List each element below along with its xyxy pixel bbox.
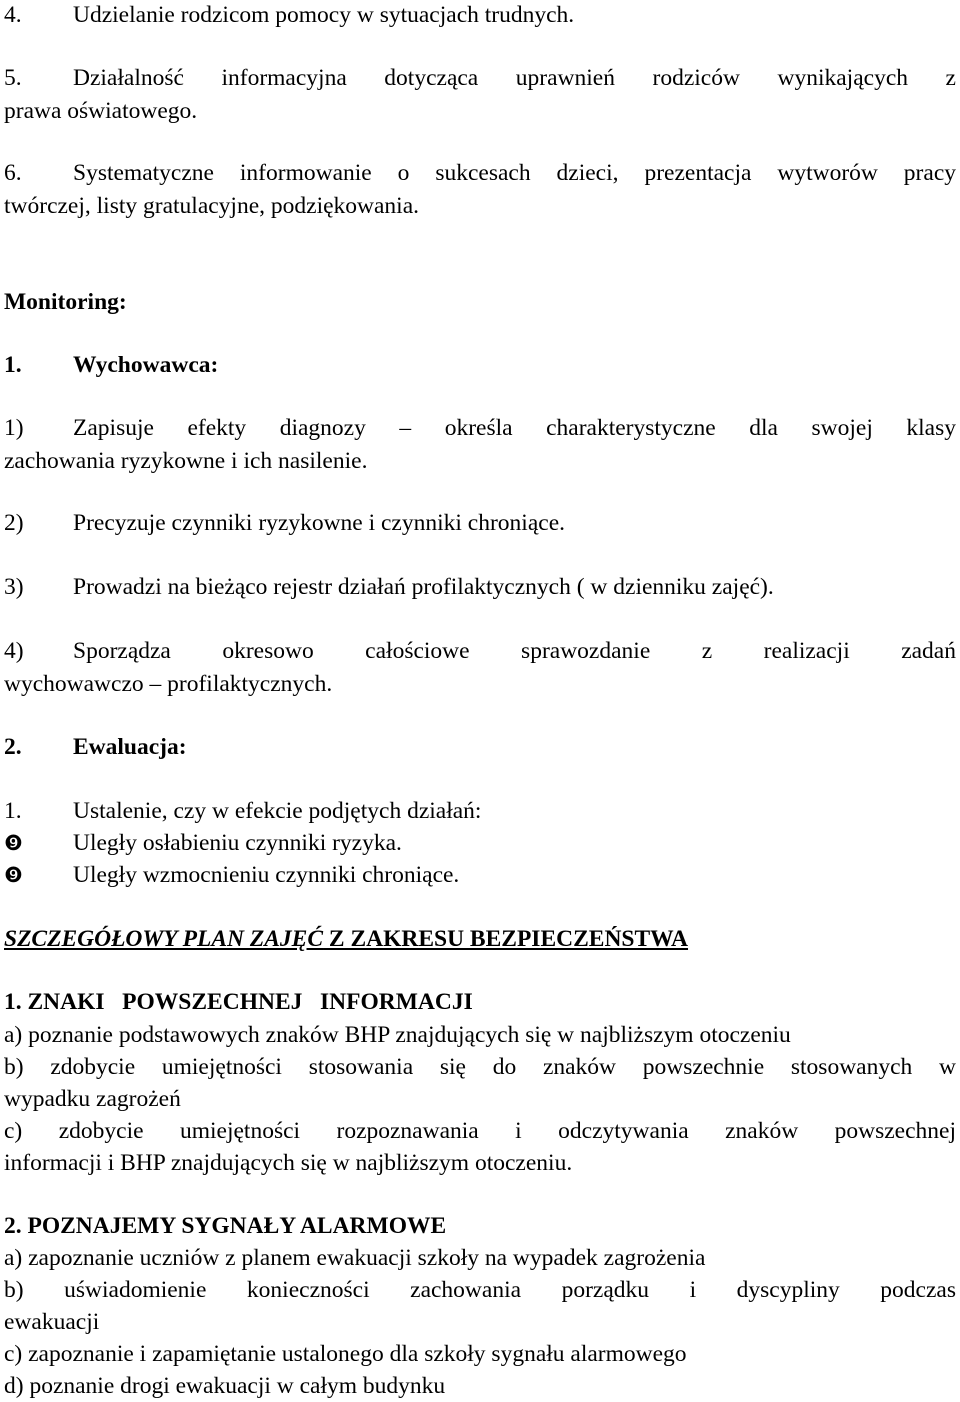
monitoring-item-3 — [4, 572, 956, 602]
list-number: 2) — [4, 510, 24, 536]
monitoring-item-4-continuation: wychowawczo – profilaktycznych. — [4, 671, 333, 697]
plan-section-1-point-b-continuation: wypadku zagrożeń — [4, 1086, 181, 1112]
list-item-text: Prowadzi na bieżąco rejestr działań profilaktycznych ( w dzienniku zajęć). — [73, 574, 774, 600]
list-item-text: Ustalenie, czy w efekcie podjętych działań: — [73, 798, 482, 824]
list-number: 4. — [4, 2, 22, 28]
section-title: Ewaluacja: — [73, 734, 187, 760]
section-number: 1. — [4, 352, 22, 378]
plan-section-2-point-d: d) poznanie drogi ewakuacji w całym budynku — [4, 1373, 446, 1399]
section-wychowawca-heading — [4, 350, 956, 380]
plan-section-1-point-b: b) zdobycie umiejętności stosowania się do znaków powszechnie stosowanych w — [4, 1054, 956, 1080]
list-item-6 — [4, 158, 956, 188]
list-item-6-continuation: twórczej, listy gratulacyjne, podziękowania. — [4, 193, 420, 219]
list-number: 5. — [4, 65, 22, 91]
list-item-text: Działalność informacyjna dotycząca uprawnień rodziców wynikających z — [73, 65, 956, 91]
list-item-text: Precyzuje czynniki ryzykowne i czynniki chroniące. — [73, 510, 565, 536]
plan-section-2-point-b: b) uświadomienie konieczności zachowania porządku i dyscypliny podczas — [4, 1277, 956, 1303]
monitoring-item-4 — [4, 636, 956, 666]
plan-section-1-point-c-continuation: informacji i BHP znajdujących się w najbliższym otoczeniu. — [4, 1150, 573, 1176]
monitoring-item-1-continuation: zachowania ryzykowne i ich nasilenie. — [4, 448, 368, 474]
list-item-text: Sporządza okresowo całościowe sprawozdanie z realizacji zadań — [73, 638, 956, 664]
monitoring-item-2 — [4, 508, 956, 538]
plan-title-italic: SZCZEGÓŁOWY PLAN ZAJĘĆ — [4, 926, 324, 952]
list-item-4 — [4, 0, 956, 30]
monitoring-item-1 — [4, 413, 956, 443]
bullet-text: Uległy wzmocnieniu czynniki chroniące. — [73, 862, 460, 888]
evaluation-bullet — [4, 828, 956, 858]
bullet-icon: ❾ — [4, 831, 23, 855]
plan-section-2-title: 2. POZNAJEMY SYGNAŁY ALARMOWE — [4, 1213, 447, 1239]
list-number: 3) — [4, 574, 24, 600]
list-item-text: Systematyczne informowanie o sukcesach dzieci, prezentacja wytworów pracy — [73, 160, 956, 186]
evaluation-item — [4, 796, 956, 826]
plan-title-rest: Z ZAKRESU BEZPIECZEŃSTWA — [323, 926, 689, 952]
plan-section-1-point-c: c) zdobycie umiejętności rozpoznawania i odczytywania znaków powszechnej — [4, 1118, 956, 1144]
list-number: 4) — [4, 638, 24, 664]
list-item-text: Zapisuje efekty diagnozy – określa charakterystyczne dla swojej klasy — [73, 415, 956, 441]
list-item-text: Udzielanie rodzicom pomocy w sytuacjach trudnych. — [73, 2, 575, 28]
plan-section-1-title: 1. ZNAKI POWSZECHNEJ INFORMACJI — [4, 989, 473, 1015]
list-item-5-continuation: prawa oświatowego. — [4, 98, 198, 124]
plan-section-2-point-a: a) zapoznanie uczniów z planem ewakuacji szkoły na wypadek zagrożenia — [4, 1245, 706, 1271]
section-title: Wychowawca: — [73, 352, 219, 378]
monitoring-heading: Monitoring: — [4, 289, 127, 315]
section-number: 2. — [4, 734, 22, 760]
plan-title — [4, 924, 956, 954]
plan-section-2-point-b-continuation: ewakuacji — [4, 1309, 100, 1335]
section-ewaluacja-heading — [4, 732, 956, 762]
plan-section-1-point-a: a) poznanie podstawowych znaków BHP znajdujących się w najbliższym otoczeniu — [4, 1022, 791, 1048]
list-number: 6. — [4, 160, 22, 186]
list-number: 1. — [4, 798, 22, 824]
evaluation-bullet — [4, 860, 956, 890]
plan-section-2-point-c: c) zapoznanie i zapamiętanie ustalonego dla szkoły sygnału alarmowego — [4, 1341, 687, 1367]
list-item-5 — [4, 63, 956, 93]
bullet-text: Uległy osłabieniu czynniki ryzyka. — [73, 830, 402, 856]
list-number: 1) — [4, 415, 24, 441]
bullet-icon: ❾ — [4, 863, 23, 887]
